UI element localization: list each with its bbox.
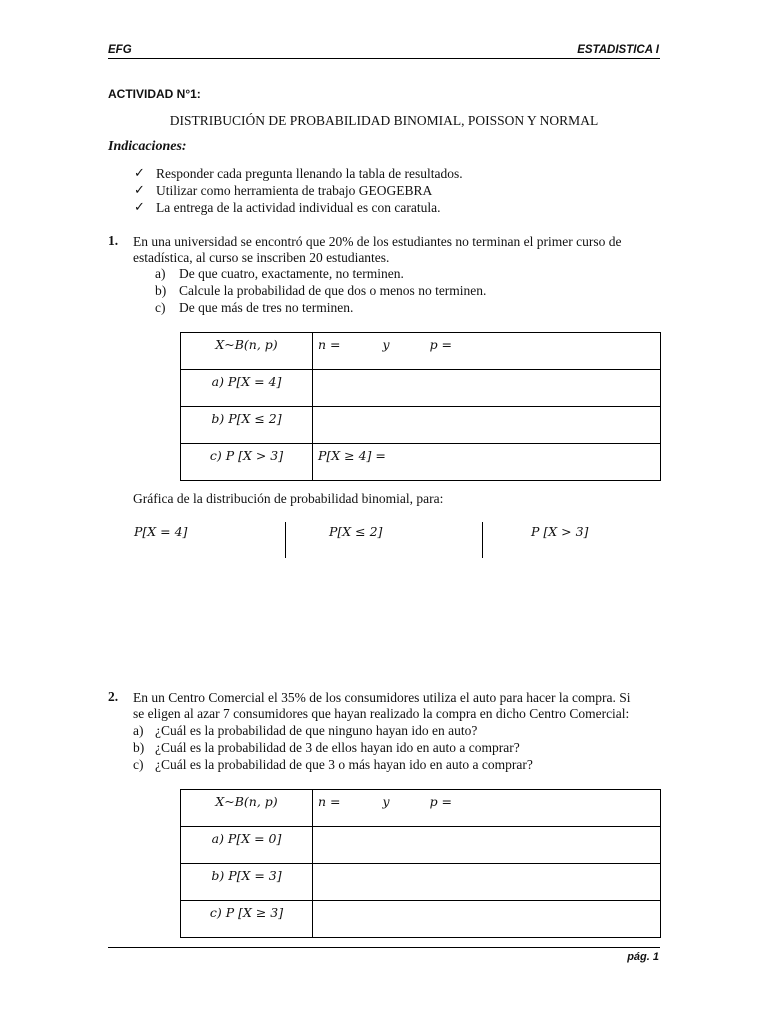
instruction-item: La entrega de la actividad individual es con caratula. bbox=[156, 200, 441, 215]
results-table-q1 bbox=[180, 332, 661, 481]
answer-cell[interactable] bbox=[313, 827, 661, 864]
table-cell bbox=[313, 333, 661, 370]
table-cell bbox=[181, 333, 313, 370]
table-row bbox=[181, 444, 661, 481]
check-icon: ✓ bbox=[134, 165, 145, 180]
graph-divider bbox=[482, 522, 483, 558]
instruction-item: Utilizar como herramienta de trabajo GEOGEBRA bbox=[156, 183, 433, 198]
question-2-number: 2. bbox=[108, 689, 119, 704]
question-1-number: 1. bbox=[108, 233, 119, 248]
table-row bbox=[181, 407, 661, 444]
page-number: pág. 1 bbox=[627, 951, 659, 963]
option-letter: b) bbox=[133, 740, 145, 755]
row-label: c) P [X ≥ 3] bbox=[209, 905, 284, 920]
row-label: b) P[X ≤ 2] bbox=[211, 411, 282, 426]
row-label: a) P[X = 4] bbox=[211, 374, 282, 389]
option-letter: b) bbox=[155, 283, 167, 298]
table-cell bbox=[181, 444, 313, 481]
option-letter: a) bbox=[133, 723, 144, 738]
table-row bbox=[181, 790, 661, 827]
table-cell bbox=[181, 827, 313, 864]
footer-rule bbox=[108, 947, 660, 948]
graph-divider bbox=[285, 522, 286, 558]
table-row bbox=[181, 370, 661, 407]
row-label: b) P[X = 3] bbox=[211, 868, 282, 883]
answer-cell[interactable] bbox=[313, 444, 661, 481]
check-icon: ✓ bbox=[134, 182, 145, 197]
p-label: p = bbox=[429, 794, 453, 809]
distribution-label: X~B(n, p) bbox=[215, 794, 278, 809]
answer-cell[interactable] bbox=[313, 407, 661, 444]
question-1-text-line1: En una universidad se encontró que 20% de los estudiantes no terminan el primer curso de bbox=[133, 234, 622, 249]
table-cell bbox=[181, 370, 313, 407]
graph-label-2: P[X ≤ 2] bbox=[329, 524, 383, 539]
instructions-heading: Indicaciones: bbox=[108, 139, 187, 154]
answer-cell[interactable] bbox=[313, 370, 661, 407]
table-row bbox=[181, 901, 661, 938]
table-cell bbox=[181, 864, 313, 901]
table-row bbox=[181, 333, 661, 370]
graph-label-1: P[X = 4] bbox=[134, 524, 188, 539]
results-table-q2 bbox=[180, 789, 661, 938]
option-text: Calcule la probabilidad de que dos o menos no terminen. bbox=[179, 283, 487, 298]
option-text: ¿Cuál es la probabilidad de que 3 o más hayan ido en auto a comprar? bbox=[155, 757, 533, 772]
instruction-item: Responder cada pregunta llenando la tabla de resultados. bbox=[156, 166, 463, 181]
table-cell bbox=[313, 790, 661, 827]
option-text: ¿Cuál es la probabilidad de 3 de ellos hayan ido en auto a comprar? bbox=[155, 740, 520, 755]
graph-caption: Gráfica de la distribución de probabilidad binomial, para: bbox=[133, 491, 444, 506]
table-row bbox=[181, 827, 661, 864]
answer-text: P[X ≥ 4] = bbox=[318, 448, 386, 463]
answer-cell[interactable] bbox=[313, 864, 661, 901]
table-row bbox=[181, 864, 661, 901]
header-right: ESTADISTICA I bbox=[577, 44, 659, 56]
option-text: De que más de tres no terminen. bbox=[179, 300, 354, 315]
question-2-text-line2: se eligen al azar 7 consumidores que hayan realizado la compra en dicho Centro Comercial: bbox=[133, 706, 630, 721]
table-cell bbox=[181, 790, 313, 827]
question-2-text-line1: En un Centro Comercial el 35% de los consumidores utiliza el auto para hacer la compra. Si bbox=[133, 690, 631, 705]
y-label: y bbox=[382, 794, 390, 809]
row-label: c) P [X > 3] bbox=[209, 448, 284, 463]
check-icon: ✓ bbox=[134, 199, 145, 214]
table-cell bbox=[181, 901, 313, 938]
header-rule bbox=[108, 58, 660, 59]
option-text: ¿Cuál es la probabilidad de que ninguno hayan ido en auto? bbox=[155, 723, 478, 738]
option-letter: a) bbox=[155, 266, 166, 281]
option-letter: c) bbox=[133, 757, 144, 772]
distribution-label: X~B(n, p) bbox=[215, 337, 278, 352]
option-text: De que cuatro, exactamente, no terminen. bbox=[179, 266, 404, 281]
answer-cell[interactable] bbox=[313, 901, 661, 938]
n-label: n = bbox=[318, 337, 341, 352]
table-cell bbox=[181, 407, 313, 444]
row-label: a) P[X = 0] bbox=[211, 831, 282, 846]
option-letter: c) bbox=[155, 300, 166, 315]
activity-title: ACTIVIDAD N°1: bbox=[108, 87, 201, 101]
header-left: EFG bbox=[108, 44, 132, 56]
graph-label-3: P [X > 3] bbox=[531, 524, 589, 539]
question-1-text-line2: estadística, al curso se inscriben 20 estudiantes. bbox=[133, 250, 390, 265]
p-label: p = bbox=[429, 337, 453, 352]
activity-subtitle: DISTRIBUCIÓN DE PROBABILIDAD BINOMIAL, POISSON Y NORMAL bbox=[169, 113, 599, 128]
y-label: y bbox=[382, 337, 390, 352]
n-label: n = bbox=[318, 794, 341, 809]
